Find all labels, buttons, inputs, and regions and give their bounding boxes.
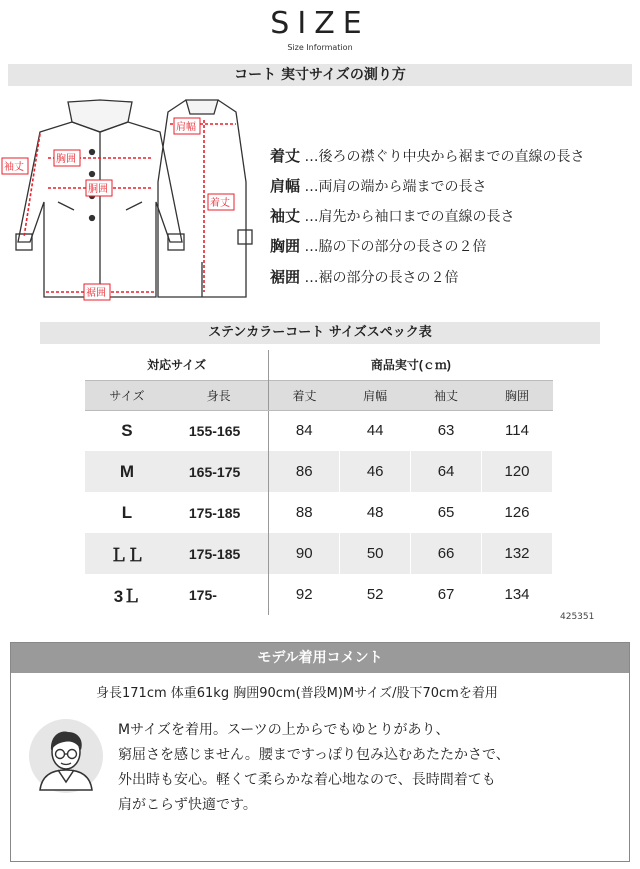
size-cell: M	[85, 451, 169, 492]
height-cell: 155-165	[169, 410, 269, 451]
comment-text	[118, 718, 618, 818]
height-cell: 175-185	[169, 533, 269, 574]
col-header: 肩幅	[340, 380, 411, 410]
value-cell: 65	[411, 492, 482, 533]
col-header: 身長	[169, 380, 269, 410]
value-cell: 134	[482, 574, 553, 615]
measure-lines	[24, 120, 236, 292]
value-cell: 90	[269, 533, 340, 574]
coat-back-illustration	[158, 100, 252, 297]
col-header: サイズ	[85, 380, 169, 410]
label-length: 着丈	[210, 198, 230, 209]
size-cell: ＬＬ	[85, 533, 169, 574]
label-chest: 胸囲	[56, 154, 76, 165]
comment-line: Mサイズを着用。スーツの上からでもゆとりがあり、	[118, 722, 450, 738]
table-row	[85, 451, 553, 492]
measure-item: 袖丈 …肩先から袖口までの直線の長さ	[270, 207, 515, 225]
measure-item: 裾囲 …裾の部分の長さの２倍	[270, 268, 459, 286]
page-title: SIZE	[270, 6, 370, 41]
value-cell: 44	[340, 410, 411, 451]
measure-item: 胸囲 …脇の下の部分の長さの２倍	[270, 237, 487, 255]
value-cell: 67	[411, 574, 482, 615]
value-cell: 66	[411, 533, 482, 574]
col-header: 胸囲	[482, 380, 553, 410]
spec-table	[85, 350, 553, 615]
size-cell: L	[121, 502, 133, 522]
col-header: 着丈	[269, 380, 340, 410]
value-cell: 52	[340, 574, 411, 615]
spec-heading: ステンカラーコート サイズスペック表	[40, 322, 600, 344]
table-row	[85, 410, 553, 451]
value-cell: 48	[340, 492, 411, 533]
table-row	[85, 533, 553, 574]
group-left-header: 対応サイズ	[85, 350, 269, 380]
size-cell: S	[121, 420, 133, 440]
value-cell: 88	[269, 492, 340, 533]
value-cell: 63	[411, 410, 482, 451]
label-sleeve: 袖丈	[4, 162, 24, 173]
value-cell: 92	[269, 574, 340, 615]
value-cell: 64	[411, 451, 482, 492]
measure-item: 肩幅 …両肩の端から端までの長さ	[270, 177, 487, 195]
height-cell: 175-	[169, 574, 269, 615]
height-cell: 165-175	[169, 451, 269, 492]
coat-diagram	[0, 92, 262, 314]
label-shoulder: 肩幅	[176, 122, 196, 133]
comment-line: 外出時も安心。軽くて柔らかな着心地なので、長時間着ても	[118, 772, 496, 788]
avatar-icon	[28, 718, 104, 794]
value-cell: 114	[482, 410, 553, 451]
comment-heading: モデル着用コメント	[11, 643, 629, 673]
height-cell: 175-185	[169, 492, 269, 533]
col-header: 袖丈	[411, 380, 482, 410]
table-row	[85, 574, 553, 615]
table-row	[85, 492, 553, 533]
comment-line: 肩がこらず快適です。	[118, 797, 257, 813]
measure-item: 着丈 …後ろの襟ぐり中央から裾までの直線の長さ	[270, 147, 585, 165]
label-hem: 裾囲	[86, 288, 106, 299]
comment-line: 窮屈さを感じません。腰まですっぽり包み込むあたたかさで、	[118, 747, 510, 763]
value-cell: 126	[482, 492, 553, 533]
group-right-header: 商品実寸(ｃｍ)	[370, 358, 451, 373]
value-cell: 120	[482, 451, 553, 492]
coat-front-illustration	[16, 100, 184, 297]
value-cell: 132	[482, 533, 553, 574]
product-code: 425351	[560, 612, 595, 622]
value-cell: 86	[269, 451, 340, 492]
page-subtitle: Size Information	[287, 43, 353, 52]
measure-heading: コート 実寸サイズの測り方	[8, 64, 632, 86]
model-info: 身長171cm 体重61kg 胸囲90cm(普段M)Mサイズ/股下70cmを着用	[96, 686, 498, 701]
size-cell: 3Ｌ	[113, 587, 141, 606]
value-cell: 46	[340, 451, 411, 492]
label-waist: 胴囲	[88, 184, 108, 195]
value-cell: 84	[269, 410, 340, 451]
value-cell: 50	[340, 533, 411, 574]
